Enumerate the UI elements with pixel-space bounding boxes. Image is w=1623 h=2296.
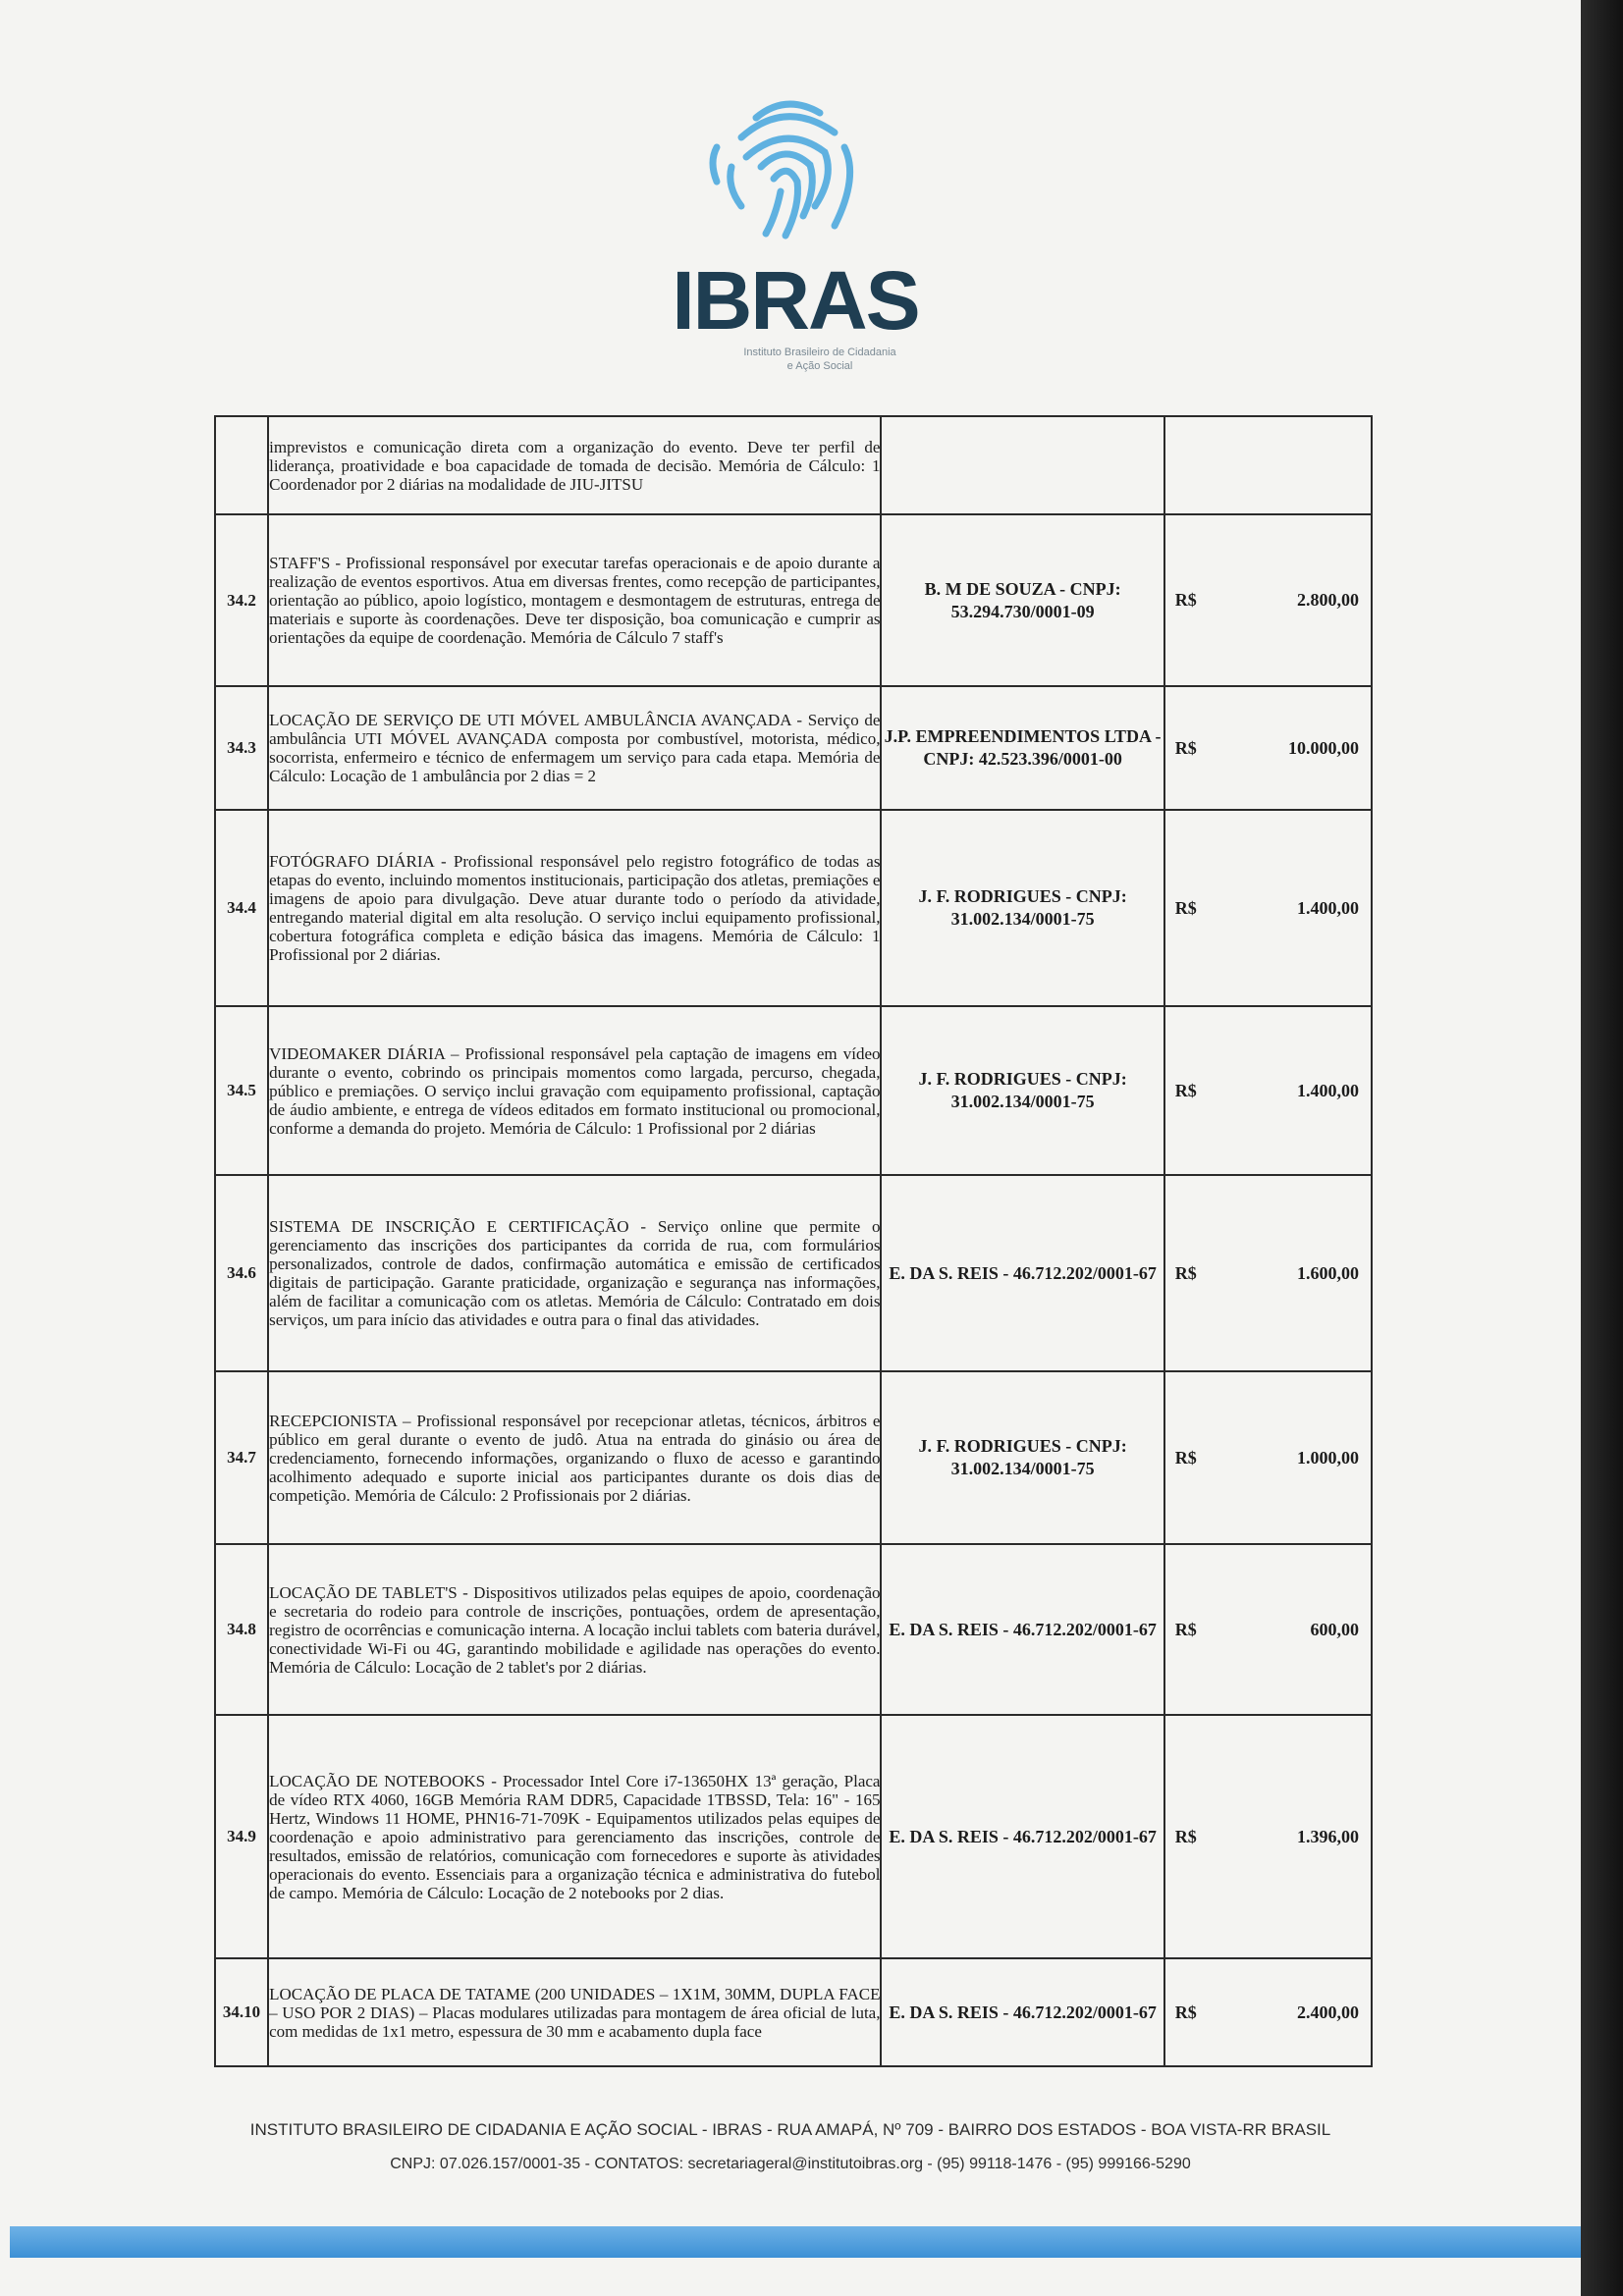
item-value: 600,00 xyxy=(1310,1619,1359,1639)
item-number: 34.3 xyxy=(215,686,268,810)
table-row xyxy=(215,1371,1372,1544)
item-currency: R$ xyxy=(1174,1826,1197,1846)
table-row xyxy=(215,1175,1372,1371)
item-currency: R$ xyxy=(1174,1262,1197,1283)
table-row xyxy=(215,810,1372,1006)
item-price xyxy=(1164,810,1372,1006)
item-description: VIDEOMAKER DIÁRIA – Profissional responsável pela captação de imagens em vídeo durante o evento, cobrindo os principais momentos como largada, percurso, chegada, público e premiações. O serviço inclui gravação com equipamento profissional, captação de áudio ambiente, e entrega de vídeos editados em formato institucional ou promocional, conforme a demanda do projeto. Memória de Cálculo: 1 Profissional por 2 diárias xyxy=(268,1006,881,1175)
item-number xyxy=(215,416,268,514)
item-number: 34.5 xyxy=(215,1006,268,1175)
item-supplier: E. DA S. REIS - 46.712.202/0001-67 xyxy=(881,1175,1163,1371)
page-edge-shadow xyxy=(1581,0,1623,2296)
fingerprint-map-icon xyxy=(687,88,884,255)
item-supplier: E. DA S. REIS - 46.712.202/0001-67 xyxy=(881,1715,1163,1958)
item-description: STAFF'S - Profissional responsável por executar tarefas operacionais e de apoio durante a realização de eventos esportivos. Atua em diversas frentes, como recepção de participantes, orientação ao público, apoio logístico, montagem e desmontagem de estruturas, entrega de materiais e suporte às coordenações. Deve ter disposição, boa comunicação e cumprir as orientações da equipe de coordenação. Memória de Cálculo 7 staff's xyxy=(268,514,881,686)
table-row xyxy=(215,686,1372,810)
item-value: 1.396,00 xyxy=(1297,1826,1359,1846)
footer-color-bar xyxy=(10,2226,1610,2258)
footer-contacts: CNPJ: 07.026.157/0001-35 - CONTATOS: secretariageral@institutoibras.org - (95) 99118-1476 - (95) 999166-5290 xyxy=(390,2156,1191,2172)
item-supplier: J.P. EMPREENDIMENTOS LTDA - CNPJ: 42.523.396/0001-00 xyxy=(881,686,1163,810)
item-value: 2.400,00 xyxy=(1297,2002,1359,2022)
item-value: 2.800,00 xyxy=(1297,590,1359,610)
item-price xyxy=(1164,1371,1372,1544)
item-value: 1.400,00 xyxy=(1297,897,1359,918)
item-currency: R$ xyxy=(1174,590,1197,610)
item-price xyxy=(1164,1958,1372,2066)
item-description: LOCAÇÃO DE SERVIÇO DE UTI MÓVEL AMBULÂNCIA AVANÇADA - Serviço de ambulância UTI MÓVEL AVANÇADA composta por combustível, motorista, médico, socorrista, enfermeiro e técnico de enfermagem um serviço para cada etapa. Memória de Cálculo: Locação de 1 ambulância por 2 dias = 2 xyxy=(268,686,881,810)
item-supplier xyxy=(881,416,1163,514)
item-description: RECEPCIONISTA – Profissional responsável por recepcionar atletas, técnicos, árbitros e público em geral durante o evento de judô. Atua na entrada do ginásio ou área de credenciamento, fornecendo informações, organizando o fluxo de acesso e garantindo acolhimento adequado e suporte inicial aos participantes durante os dois dias de competição. Memória de Cálculo: 2 Profissionais por 2 diárias. xyxy=(268,1371,881,1544)
item-currency: R$ xyxy=(1174,1447,1197,1468)
item-description: imprevistos e comunicação direta com a organização do evento. Deve ter perfil de liderança, proatividade e boa capacidade de tomada de decisão. Memória de Cálculo: 1 Coordenador por 2 diárias na modalidade de JIU-JITSU xyxy=(268,416,881,514)
footer-address: INSTITUTO BRASILEIRO DE CIDADANIA E AÇÃO SOCIAL - IBRAS - RUA AMAPÁ, Nº 709 - BAIRRO DOS ESTADOS - BOA VISTA-RR BRASIL xyxy=(249,2120,1331,2139)
brand-subtitle-line2: e Ação Social xyxy=(786,360,853,372)
item-price xyxy=(1164,416,1372,514)
item-currency: R$ xyxy=(1174,737,1197,758)
item-value: 1.600,00 xyxy=(1297,1262,1359,1283)
item-price xyxy=(1164,686,1372,810)
table-row xyxy=(215,1544,1372,1715)
item-number: 34.9 xyxy=(215,1715,268,1958)
table-row xyxy=(215,1715,1372,1958)
item-price xyxy=(1164,514,1372,686)
table-row xyxy=(215,416,1372,514)
item-number: 34.2 xyxy=(215,514,268,686)
item-currency: R$ xyxy=(1174,2002,1197,2022)
item-supplier: J. F. RODRIGUES - CNPJ: 31.002.134/0001-75 xyxy=(881,810,1163,1006)
brand-subtitle-line1: Instituto Brasileiro de Cidadania xyxy=(743,347,896,358)
item-description: LOCAÇÃO DE NOTEBOOKS - Processador Intel Core i7-13650HX 13ª geração, Placa de vídeo RTX 4060, 16GB Memória RAM DDR5, Capacidade 1TBSSD, Tela: 16" - 165 Hertz, Windows 11 HOME, PHN16-71-709K - Equipamentos utilizados pelas equipes de coordenação e apoio administrativo para gerenciamento das inscrições, controle de resultados, emissão de relatórios, comunicação com fornecedores e suporte às atividades operacionais do evento. Essenciais para a organização técnica e administrativa do futebol de campo. Memória de Cálculo: Locação de 2 notebooks por 2 dias. xyxy=(268,1715,881,1958)
item-supplier: J. F. RODRIGUES - CNPJ: 31.002.134/0001-75 xyxy=(881,1006,1163,1175)
item-description: LOCAÇÃO DE PLACA DE TATAME (200 UNIDADES – 1X1M, 30MM, DUPLA FACE – USO POR 2 DIAS) – Placas modulares utilizadas para montagem de área oficial de luta, com medidas de 1x1 metro, espessura de 30 mm e acabamento dupla face xyxy=(268,1958,881,2066)
table-row xyxy=(215,514,1372,686)
item-description: LOCAÇÃO DE TABLET'S - Dispositivos utilizados pelas equipes de apoio, coordenação e secretaria do rodeio para controle de inscrições, pontuações, ordem de apresentação, registro de ocorrências e comunicação interna. A locação inclui tablets com bateria durável, conectividade Wi-Fi ou 4G, garantindo mobilidade e agilidade nas operações do evento. Memória de Cálculo: Locação de 2 tablet's por 2 diárias. xyxy=(268,1544,881,1715)
item-number: 34.7 xyxy=(215,1371,268,1544)
ibras-logo xyxy=(648,88,943,393)
item-supplier: J. F. RODRIGUES - CNPJ: 31.002.134/0001-75 xyxy=(881,1371,1163,1544)
item-currency: R$ xyxy=(1174,1619,1197,1639)
item-supplier: E. DA S. REIS - 46.712.202/0001-67 xyxy=(881,1958,1163,2066)
item-number: 34.6 xyxy=(215,1175,268,1371)
item-number: 34.10 xyxy=(215,1958,268,2066)
table-row xyxy=(215,1006,1372,1175)
item-description: SISTEMA DE INSCRIÇÃO E CERTIFICAÇÃO - Serviço online que permite o gerenciamento das inscrições dos participantes da corrida de rua, com formulários personalizados, controle de dados, confirmação automática e emissão de certificados digitais de participação. Garante praticidade, organização e segurança nas informações, além de facilitar a comunicação com os atletas. Memória de Cálculo: Contratado em dois serviços, um para início das atividades e outra para o final das atividades. xyxy=(268,1175,881,1371)
budget-table xyxy=(214,415,1373,2067)
item-value: 1.000,00 xyxy=(1297,1447,1359,1468)
item-number: 34.4 xyxy=(215,810,268,1006)
item-description: FOTÓGRAFO DIÁRIA - Profissional responsável pelo registro fotográfico de todas as etapas do evento, incluindo momentos institucionais, participação dos atletas, premiações e imagens de apoio para divulgação. Deve atuar durante todo o período da atividade, entregando material digital em alta resolução. O serviço inclui equipamento profissional, cobertura fotográfica completa e edição básica das imagens. Memória de Cálculo: 1 Profissional por 2 diárias. xyxy=(268,810,881,1006)
item-value: 1.400,00 xyxy=(1297,1080,1359,1100)
item-currency: R$ xyxy=(1174,897,1197,918)
table-row xyxy=(215,1958,1372,2066)
item-value: 10.000,00 xyxy=(1288,737,1359,758)
item-supplier: B. M DE SOUZA - CNPJ: 53.294.730/0001-09 xyxy=(881,514,1163,686)
brand-subtitle xyxy=(707,346,933,373)
item-price xyxy=(1164,1006,1372,1175)
item-price xyxy=(1164,1175,1372,1371)
item-supplier: E. DA S. REIS - 46.712.202/0001-67 xyxy=(881,1544,1163,1715)
item-price xyxy=(1164,1544,1372,1715)
item-currency: R$ xyxy=(1174,1080,1197,1100)
brand-name: IBRAS xyxy=(672,254,919,347)
item-number: 34.8 xyxy=(215,1544,268,1715)
item-price xyxy=(1164,1715,1372,1958)
